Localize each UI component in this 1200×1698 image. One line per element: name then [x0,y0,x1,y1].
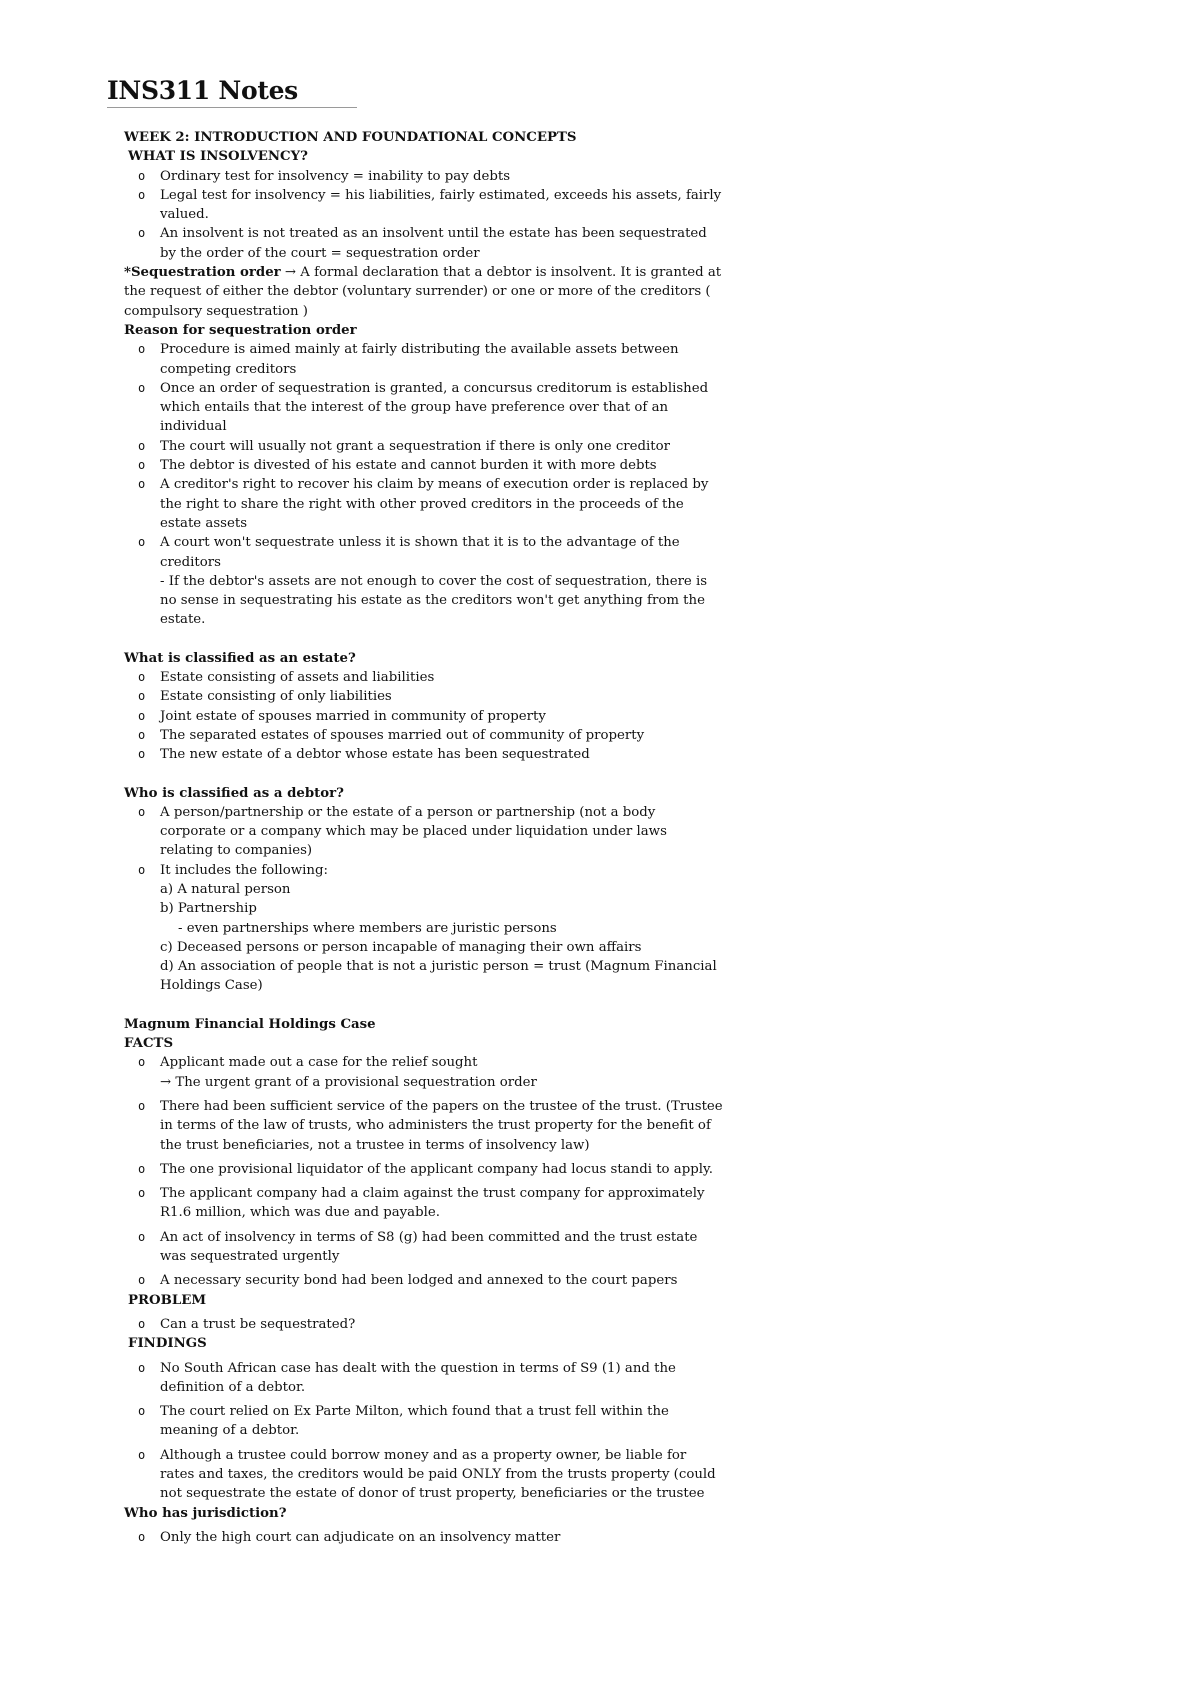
bullet-icon: o [138,438,146,453]
reason-note: - If the debtor's assets are not enough to cover the cost of sequestration, there is no sense in sequestrating his estate as the creditors won't get anything from the estate. [160,573,708,628]
insolvency-heading: WHAT IS INSOLVENCY? [128,149,308,165]
findings-heading: FINDINGS [128,1336,207,1352]
list-item: o An insolvent is not treated as an insolvent until the estate has been sequestrated by the order of the court = sequestration order [138,226,707,261]
list-item: o The applicant company had a claim against the trust company for approximately R1.6 million, which was due and payable. [138,1186,705,1221]
page-title: INS311 Notes [107,76,357,108]
bullet-icon: o [138,727,146,742]
list-item: o Estate consisting of assets and liabilities [160,668,724,687]
bullet-icon: o [138,1360,146,1375]
list-item: o A court won't sequestrate unless it is shown that it is to the advantage of the creditors - If the debtor's assets are not enough to cover the cost of sequestration, there is no sense in sequestrating his estate as the creditors won't get anything from the estate. [160,533,724,629]
list-item: o Applicant made out a case for the relief sought → The urgent grant of a provisional sequestration order [160,1053,724,1092]
notes-body [124,128,724,1547]
bullet-icon: o [138,477,146,492]
jurisdiction-list [124,1528,724,1547]
insolvency-list [124,167,724,263]
debtor-sub-b: b) Partnership [160,901,257,917]
bullet-icon: o [138,226,146,241]
list-item: o The debtor is divested of his estate and cannot burden it with more debts [160,456,724,475]
bullet-icon: o [138,1161,146,1176]
list-item: o Estate consisting of only liabilities [160,687,724,706]
list-item: o Although a trustee could borrow money and as a property owner, be liable for rates and taxes, the creditors would be paid ONLY from the trusts property (could not sequestrate the estate of donor of trust property, beneficiaries or the trustee [138,1447,716,1502]
list-item: o The separated estates of spouses married out of community of property [160,726,724,745]
list-item: o Procedure is aimed mainly at fairly distributing the available assets between competing creditors [138,342,679,377]
sequestration-definition [124,263,724,321]
sequestration-term: *Sequestration order [124,265,281,281]
bullet-icon: o [138,1186,146,1201]
bullet-icon: o [138,342,146,357]
list-item: o A necessary security bond had been lodged and annexed to the court papers [160,1271,724,1290]
debtor-sub-d: d) An association of people that is not a juristic person = trust (Magnum Financial Holdings Case) [160,959,717,994]
bullet-icon: o [138,1404,146,1419]
bullet-icon: o [138,168,146,183]
bullet-icon: o [138,1055,146,1070]
debtor-sub-b-note: - even partnerships where members are juristic persons [178,920,557,936]
list-item: o Legal test for insolvency = his liabilities, fairly estimated, exceeds his assets, fairly valued. [138,187,722,223]
bullet-icon: o [138,1447,146,1462]
list-item: o Once an order of sequestration is granted, a concursus creditorum is established which entails that the interest of the group have preference over that of an individual [138,380,709,435]
bullet-icon: o [138,862,146,877]
facts-note: → The urgent grant of a provisional sequestration order [160,1074,537,1090]
bullet-icon: o [138,1098,146,1113]
bullet-icon: o [138,1316,146,1331]
reason-heading: Reason for sequestration order [124,322,357,338]
reason-list [124,340,724,629]
bullet-icon: o [138,187,146,202]
bullet-icon: o [138,747,146,762]
debtor-heading: Who is classified as a debtor? [124,785,344,801]
list-item: o The one provisional liquidator of the applicant company had locus standi to apply. [160,1160,724,1179]
list-item: o Joint estate of spouses married in community of property [160,707,724,726]
list-item: o The new estate of a debtor whose estate has been sequestrated [160,745,724,764]
list-item: o There had been sufficient service of the papers on the trustee of the trust. (Trustee in terms of the law of trusts, who administers the trust property for the benefit of the trust beneficiaries, not a trustee in terms of insolvency law) [138,1098,723,1153]
list-item: o The court relied on Ex Parte Milton, which found that a trust fell within the meaning of a debtor. [138,1404,669,1439]
bullet-icon: o [138,708,146,723]
jurisdiction-heading: Who has jurisdiction? [124,1505,287,1521]
list-item: o A creditor's right to recover his claim by means of execution order is replaced by the right to share the right with other proved creditors in the proceeds of the estate assets [138,477,709,531]
bullet-icon: o [138,804,146,819]
estate-list [124,668,724,764]
facts-heading: FACTS [124,1036,174,1052]
problem-list [124,1315,724,1334]
bullet-icon: o [138,1229,146,1244]
bullet-icon: o [138,689,146,704]
list-item: o A person/partnership or the estate of a person or partnership (not a body corporate or a company which may be placed under liquidation under laws relating to companies) [138,804,667,859]
list-item: o Ordinary test for insolvency = inability to pay debts [160,167,724,186]
list-item: o An act of insolvency in terms of S8 (g) had been committed and the trust estate was sequestrated urgently [138,1229,698,1265]
list-item: o No South African case has dealt with the question in terms of S9 (1) and the definition of a debtor. [138,1360,676,1395]
case-heading: Magnum Financial Holdings Case [124,1016,376,1032]
list-item: o It includes the following: a) A natural person b) Partnership - even partnerships where members are juristic persons c) Deceased persons or person incapable of managing their own affairs d) An association of people that is not a juristic person = trust (Magnum Financial Holdings Case) [160,861,724,996]
problem-heading: PROBLEM [128,1292,207,1308]
debtor-list [124,803,724,996]
sequestration-text: → A formal declaration that a debtor is insolvent. It is granted at the request of either the debtor (voluntary surrender) or one or more of the creditors ( compulsory sequestration ) [124,265,722,319]
bullet-icon: o [138,1529,146,1544]
bullet-icon: o [138,670,146,685]
bullet-icon: o [138,458,146,473]
debtor-sub-a: a) A natural person [160,881,291,897]
facts-list [124,1053,724,1290]
list-item: o The court will usually not grant a sequestration if there is only one creditor [160,437,724,456]
bullet-icon: o [138,380,146,395]
bullet-icon: o [138,1273,146,1288]
estate-heading: What is classified as an estate? [124,650,356,666]
findings-list [124,1359,724,1504]
list-item: o Can a trust be sequestrated? [160,1315,724,1334]
week-heading: WEEK 2: INTRODUCTION AND FOUNDATIONAL CONCEPTS [124,130,577,145]
bullet-icon: o [138,535,146,550]
list-item: o Only the high court can adjudicate on an insolvency matter [160,1528,724,1547]
debtor-sub-c: c) Deceased persons or person incapable of managing their own affairs [160,939,642,955]
